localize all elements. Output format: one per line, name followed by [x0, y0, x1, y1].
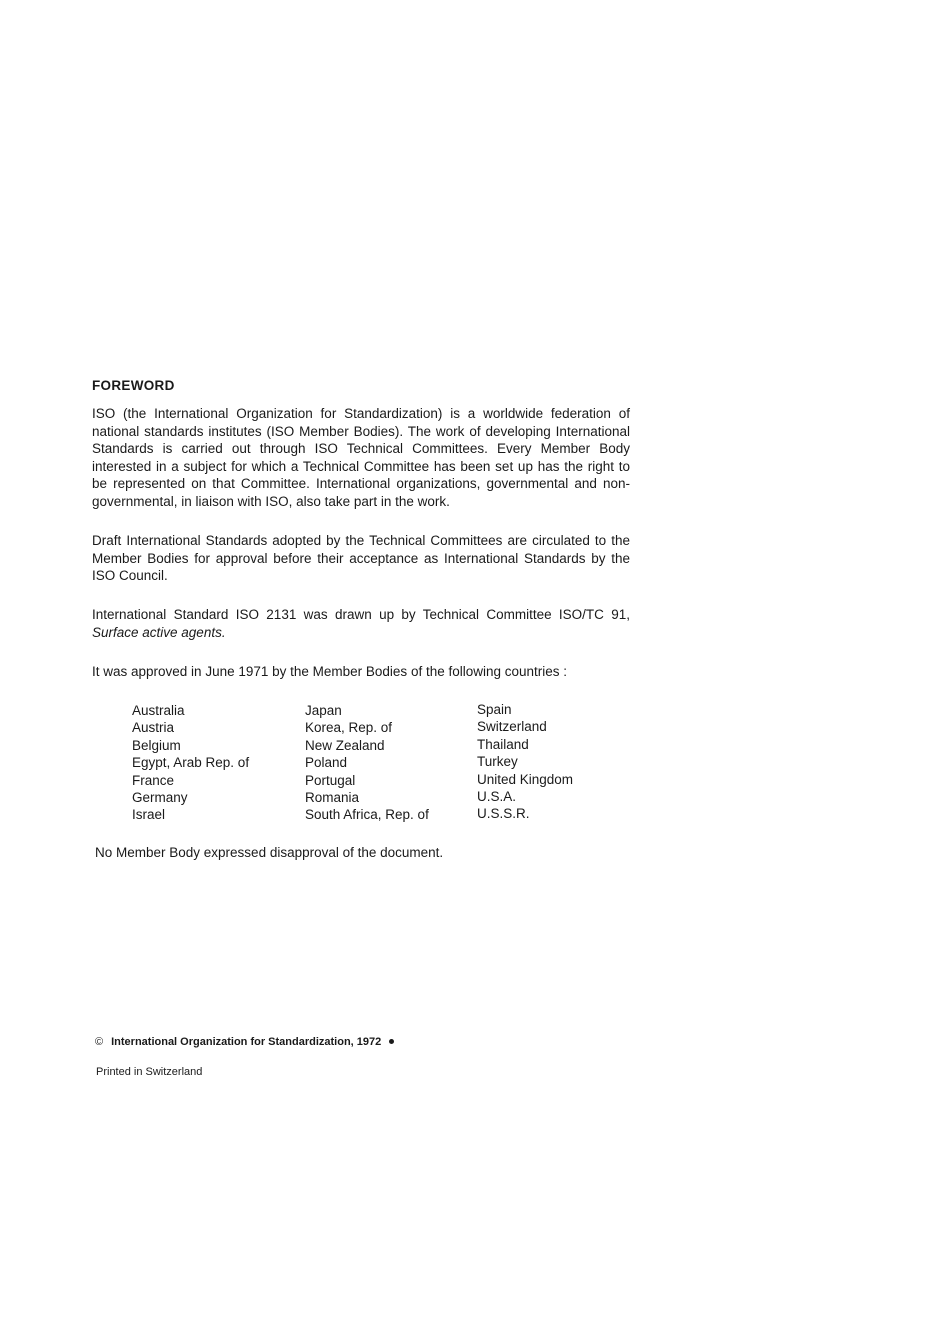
- copyright-symbol: ©: [95, 1036, 104, 1048]
- country-item: South Africa, Rep. of: [305, 807, 429, 823]
- country-item: New Zealand: [305, 737, 385, 753]
- country-item: Romania: [305, 790, 360, 806]
- country-item: Poland: [305, 755, 348, 771]
- country-item: Thailand: [477, 736, 529, 752]
- printed-in-line: Printed in Switzerland: [96, 1066, 203, 1078]
- foreword-paragraph-2: Draft International Standards adopted by the Technical Committees are circulated to the Member Bodies for approval before their acceptance as International Standards by the ISO Council.: [92, 533, 630, 584]
- country-item: Spain: [477, 702, 512, 717]
- country-list-column-1: [132, 702, 249, 824]
- country-item: Germany: [132, 790, 188, 806]
- foreword-paragraph-3: [92, 606, 630, 641]
- foreword-heading: FOREWORD: [92, 378, 175, 393]
- country-item: Turkey: [477, 754, 518, 770]
- foreword-paragraph-4: It was approved in June 1971 by the Member Bodies of the following countries :: [92, 664, 568, 679]
- country-item: Australia: [132, 703, 185, 718]
- copyright-text: International Organization for Standardization, 1972: [111, 1036, 382, 1048]
- country-item: Switzerland: [477, 719, 547, 735]
- country-item: Israel: [132, 807, 166, 823]
- country-item: U.S.S.R.: [477, 806, 530, 822]
- country-list-column-2: [305, 702, 429, 824]
- country-item: Portugal: [305, 772, 356, 788]
- bullet-icon: [389, 1039, 394, 1044]
- paragraph-3-text: International Standard ISO 2131 was drawn up by Technical Committee ISO/TC 91,: [92, 607, 630, 622]
- country-item: United Kingdom: [477, 771, 574, 787]
- country-list-column-3: [477, 701, 573, 823]
- committee-title: Surface active agents.: [92, 624, 226, 640]
- country-item: Egypt, Arab Rep. of: [132, 755, 250, 771]
- country-item: Austria: [132, 720, 175, 736]
- foreword-paragraph-1: ISO (the International Organization for Standardization) is a worldwide federation of national standards institutes (ISO Member Bodies). The work of developing International Standards is carried out through ISO Technical Committees. Every Member Body interested in a subject for which a Technical Committee has been set up has the right to be represented on that Committee. International organizations, governmental and non-governmental, in liaison with ISO, also take part in the work.: [92, 406, 630, 509]
- country-item: Belgium: [132, 737, 181, 753]
- country-item: Japan: [305, 703, 342, 718]
- foreword-paragraph-5: No Member Body expressed disapproval of the document.: [95, 845, 444, 860]
- country-item: France: [132, 772, 175, 788]
- copyright-line: [95, 1036, 394, 1048]
- country-item: U.S.A.: [477, 789, 517, 805]
- country-item: Korea, Rep. of: [305, 720, 393, 736]
